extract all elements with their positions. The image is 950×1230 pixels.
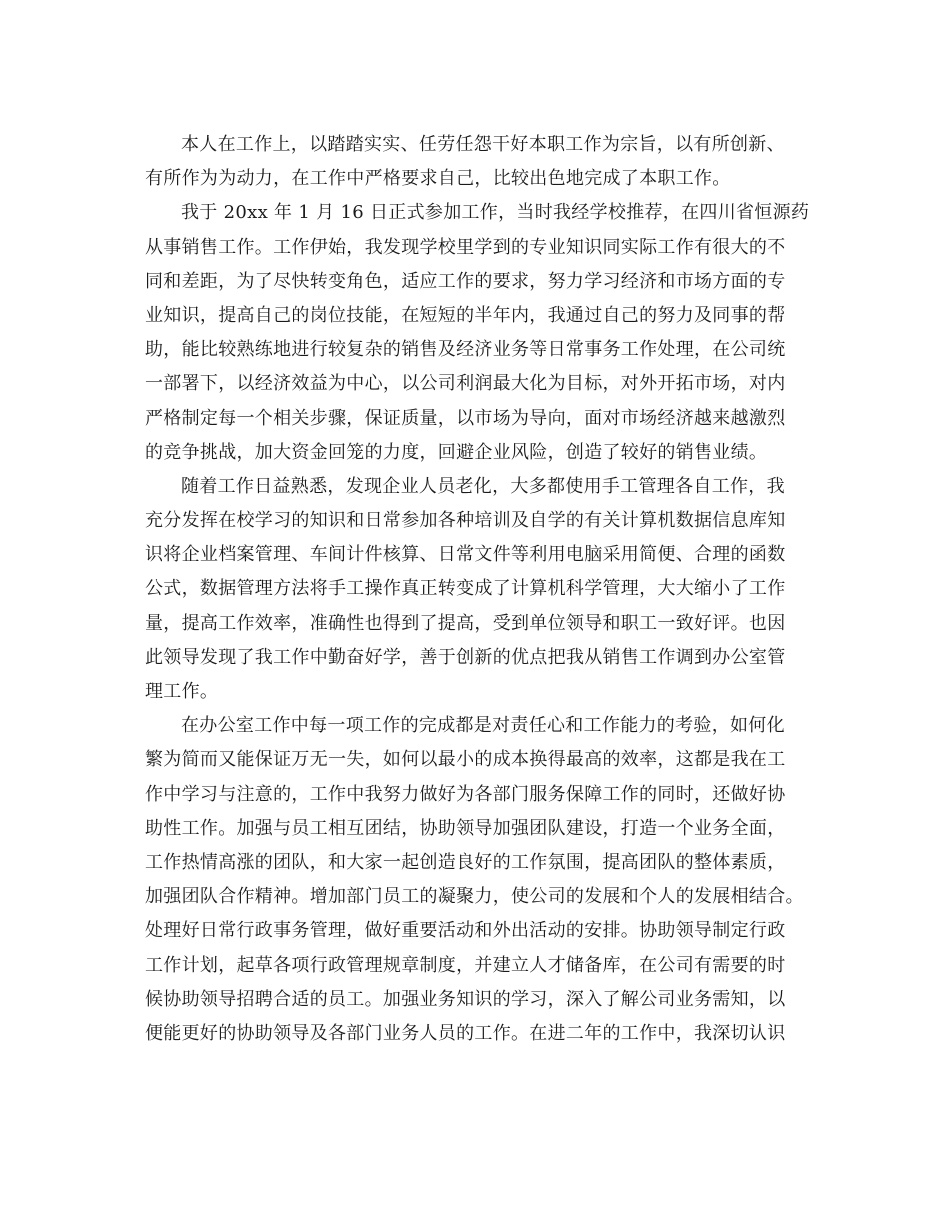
text-line: 的竞争挑战，加大资金回笼的力度，回避企业风险，创造了较好的销售业绩。 (145, 441, 768, 463)
text-line: 从事销售工作。工作伊始，我发现学校里学到的专业知识同实际工作有很大的不 (145, 236, 786, 258)
text-line: 业知识，提高自己的岗位技能，在短短的半年内，我通过自己的努力及同事的帮 (145, 304, 786, 326)
text-line: 繁为简而又能保证万无一失，如何以最小的成本换得最高的效率，这都是我在工 (145, 749, 786, 771)
text-line: 量，提高工作效率，准确性也得到了提高，受到单位领导和职工一致好评。也因 (145, 612, 786, 634)
text-line: 工作热情高涨的团队，和大家一起创造良好的工作氛围，提高团队的整体素质， (145, 851, 786, 873)
text-line: 助性工作。加强与员工相互团结，协助领导加强团队建设，打造一个业务全面， (145, 817, 786, 839)
text-line: 候协助领导招聘合适的员工。加强业务知识的学习，深入了解公司业务需知，以 (145, 988, 786, 1010)
text-line: 同和差距，为了尽快转变角色，适应工作的要求，努力学习经济和市场方面的专 (145, 270, 786, 292)
text-line: 便能更好的协助领导及各部门业务人员的工作。在进二年的工作中，我深切认识 (145, 1022, 786, 1044)
text-line: 在办公室工作中每一项工作的完成都是对责任心和工作能力的考验，如何化 (181, 715, 785, 737)
text-line: 一部署下，以经济效益为中心，以公司利润最大化为目标，对外开拓市场，对内 (145, 373, 786, 395)
document-body (145, 128, 810, 1051)
text-line: 有所作为为动力，在工作中严格要求自己，比较出色地完成了本职工作。 (145, 168, 731, 190)
text-line: 作中学习与注意的，工作中我努力做好为各部门服务保障工作的同时，还做好协 (145, 783, 786, 805)
text-line: 充分发挥在校学习的知识和日常参加各种培训及自学的有关计算机数据信息库知 (145, 510, 786, 532)
text-line: 本人在工作上，以踏踏实实、任劳任怨干好本职工作为宗旨，以有所创新、 (181, 134, 785, 155)
text-line: 加强团队合作精神。增加部门员工的凝聚力，使公司的发展和个人的发展相结合。 (145, 886, 804, 908)
text-line: 严格制定每一个相关步骤，保证质量，以市场为导向，面对市场经济越来越激烈 (145, 407, 786, 429)
text-line: 随着工作日益熟悉，发现企业人员老化，大多都使用手工管理各自工作，我 (181, 475, 785, 497)
text-line: 此领导发现了我工作中勤奋好学，善于创新的优点把我从销售工作调到办公室管 (145, 646, 786, 668)
text-line: 我于 20xx 年 1 月 16 日正式参加工作，当时我经学校推荐，在四川省恒源药 (181, 202, 810, 224)
text-line: 工作计划，起草各项行政管理规章制度，并建立人才储备库，在公司有需要的时 (145, 954, 786, 976)
text-line: 理工作。 (145, 681, 219, 702)
text-line: 识将企业档案管理、车间计件核算、日常文件等利用电脑采用简便、合理的函数 (145, 544, 786, 566)
text-line: 公式，数据管理方法将手工操作真正转变成了计算机科学管理，大大缩小了工作 (145, 578, 786, 600)
text-line: 处理好日常行政事务管理，做好重要活动和外出活动的安排。协助领导制定行政 (145, 920, 786, 942)
text-line: 助，能比较熟练地进行较复杂的销售及经济业务等日常事务工作处理，在公司统 (145, 339, 786, 361)
